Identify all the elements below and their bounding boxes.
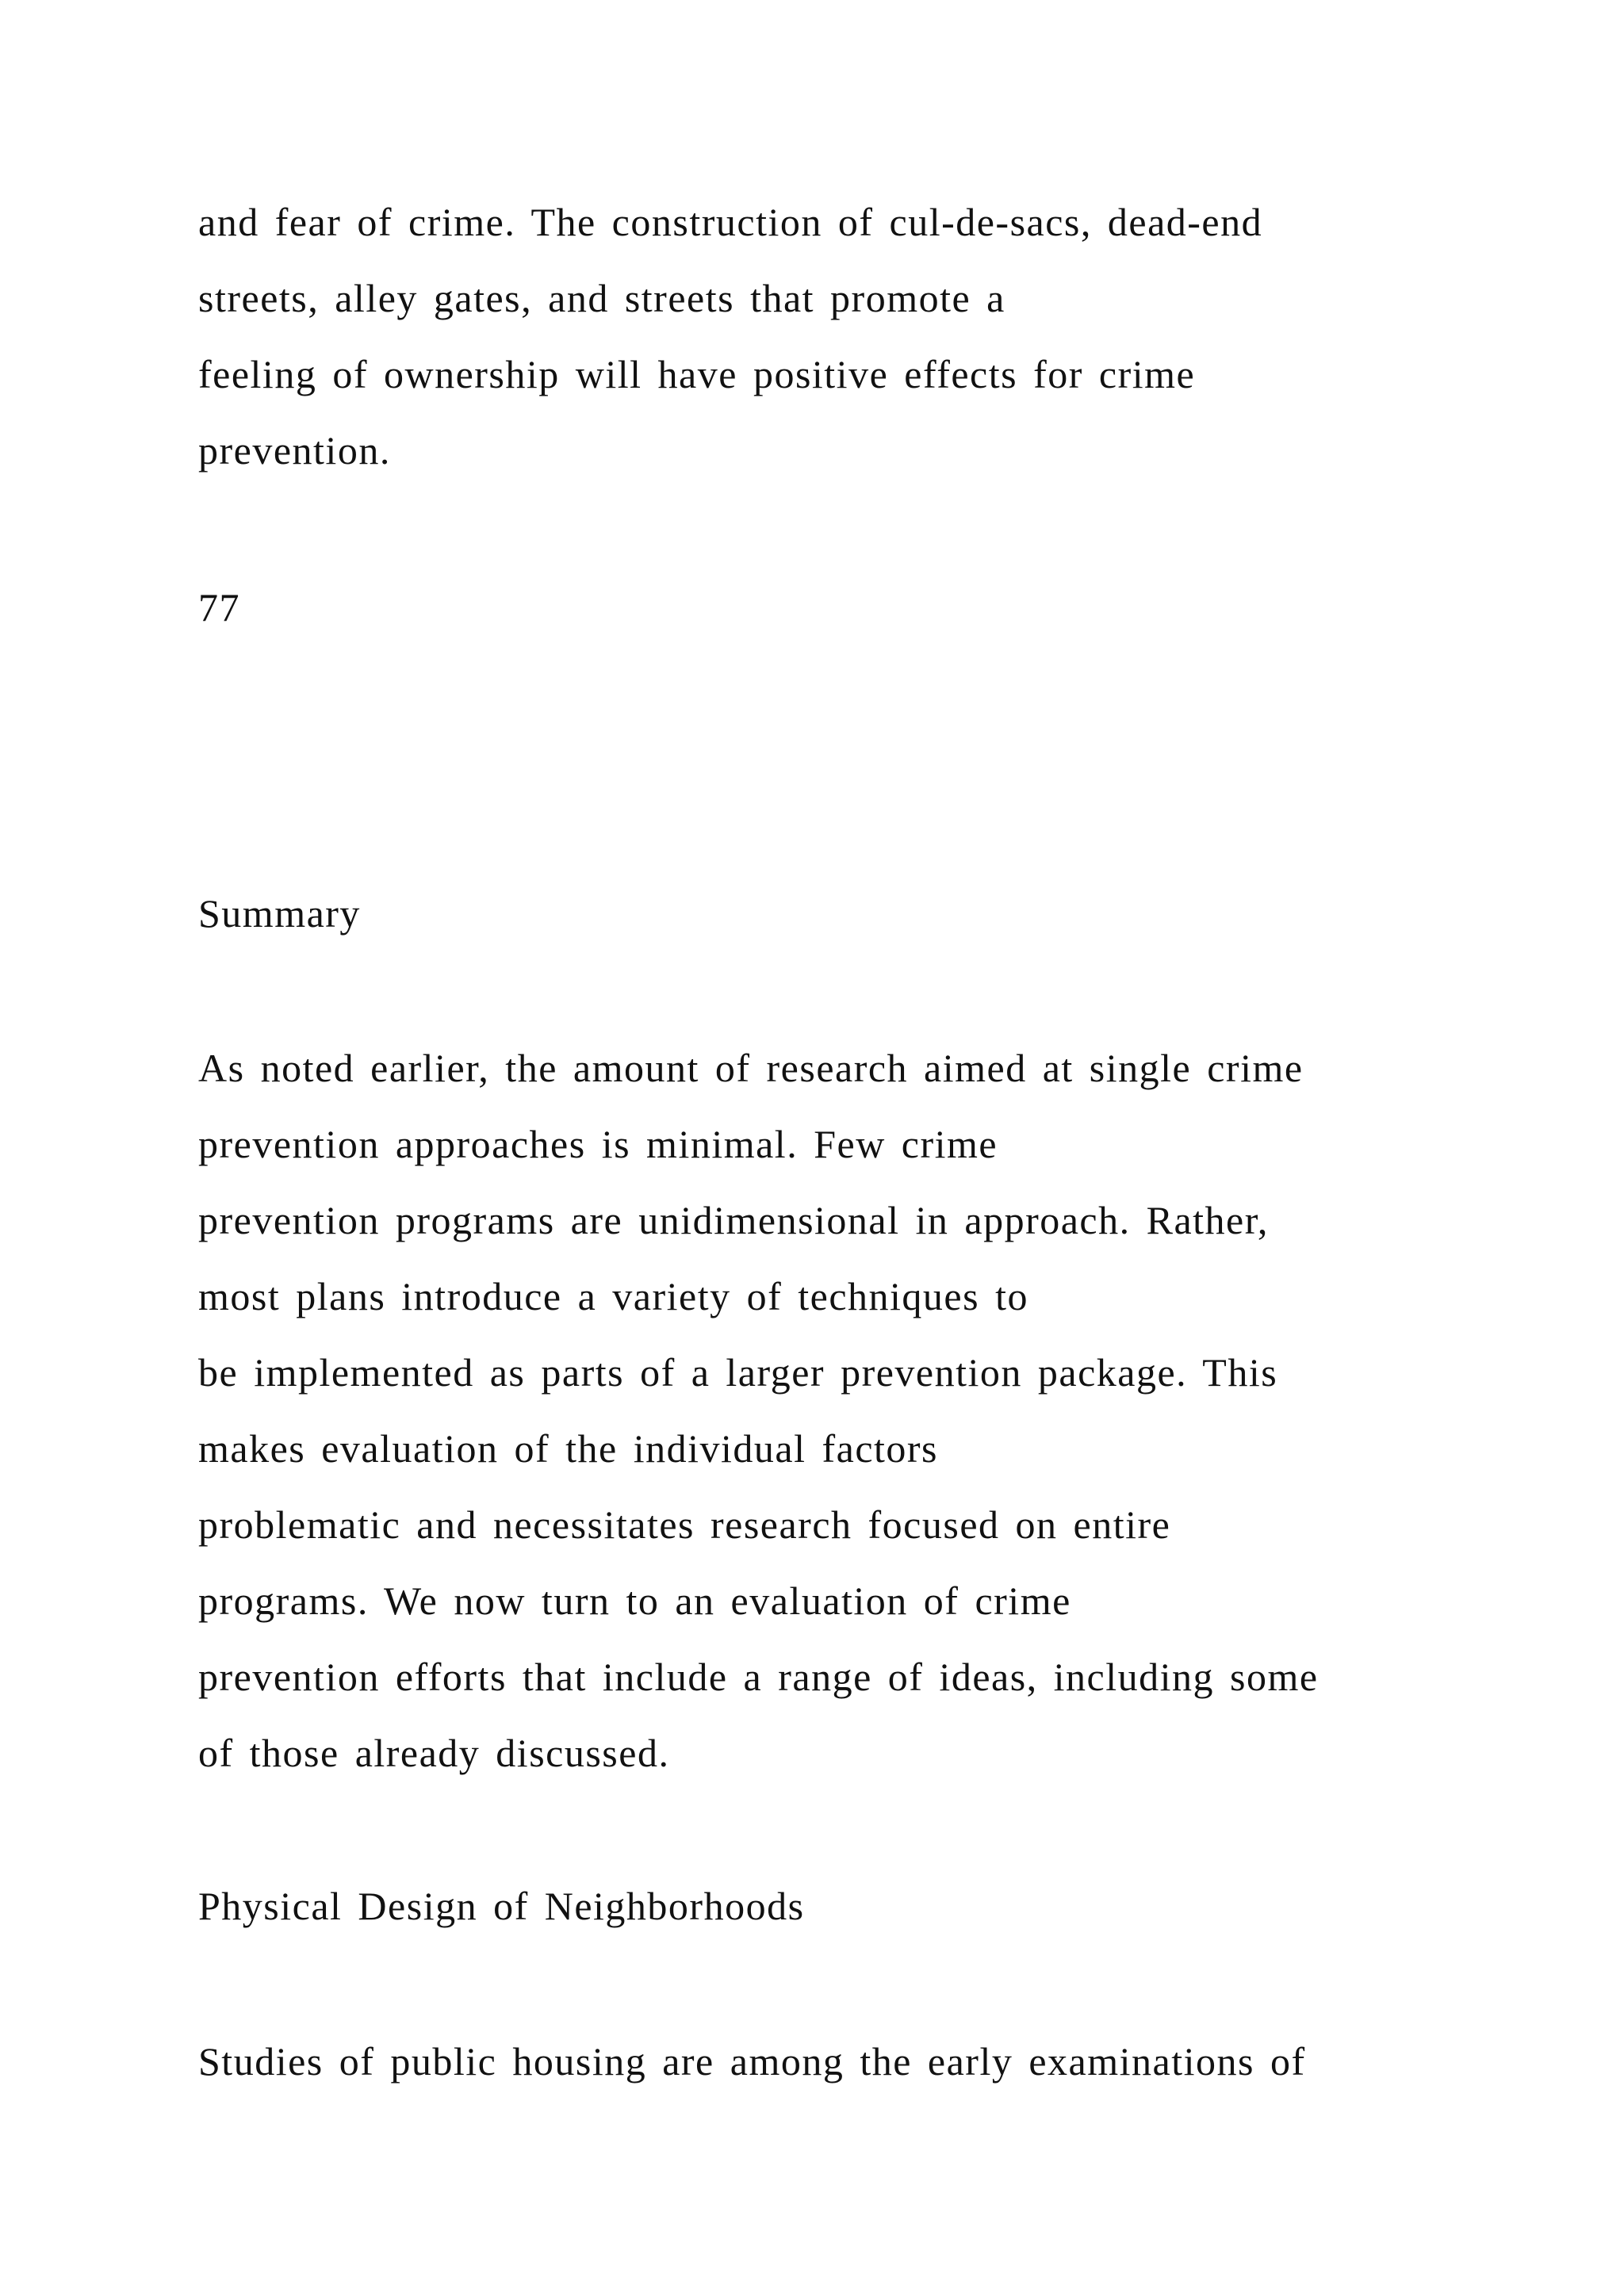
summary-heading: Summary [198, 891, 361, 936]
paragraph-1-line-1: and fear of crime. The construction of cul-de-sacs, dead-end [198, 200, 1263, 244]
section-heading: Physical Design of Neighborhoods [198, 1884, 805, 1928]
paragraph-1-line-3: feeling of ownership will have positive effects for crime [198, 352, 1196, 396]
paragraph-2-line-3: prevention programs are unidimensional in approach. Rather, [198, 1198, 1269, 1242]
paragraph-2-line-9: prevention efforts that include a range of ideas, including some [198, 1655, 1319, 1699]
paragraph-2-line-7: problematic and necessitates research focused on entire [198, 1502, 1171, 1547]
paragraph-2-line-10: of those already discussed. [198, 1731, 670, 1775]
paragraph-3-line-1: Studies of public housing are among the early examinations of [198, 2039, 1306, 2084]
paragraph-2-line-6: makes evaluation of the individual factors [198, 1426, 939, 1471]
page-number: 77 [198, 585, 240, 629]
paragraph-2-line-5: be implemented as parts of a larger prevention package. This [198, 1350, 1278, 1395]
paragraph-2-line-8: programs. We now turn to an evaluation of crime [198, 1578, 1071, 1623]
paragraph-2-line-2: prevention approaches is minimal. Few crime [198, 1122, 998, 1166]
paragraph-2-line-4: most plans introduce a variety of techniques to [198, 1274, 1028, 1318]
paragraph-2-line-1: As noted earlier, the amount of research aimed at single crime [198, 1046, 1304, 1090]
paragraph-1-line-4: prevention. [198, 428, 391, 473]
paragraph-1-line-2: streets, alley gates, and streets that promote a [198, 276, 1005, 320]
